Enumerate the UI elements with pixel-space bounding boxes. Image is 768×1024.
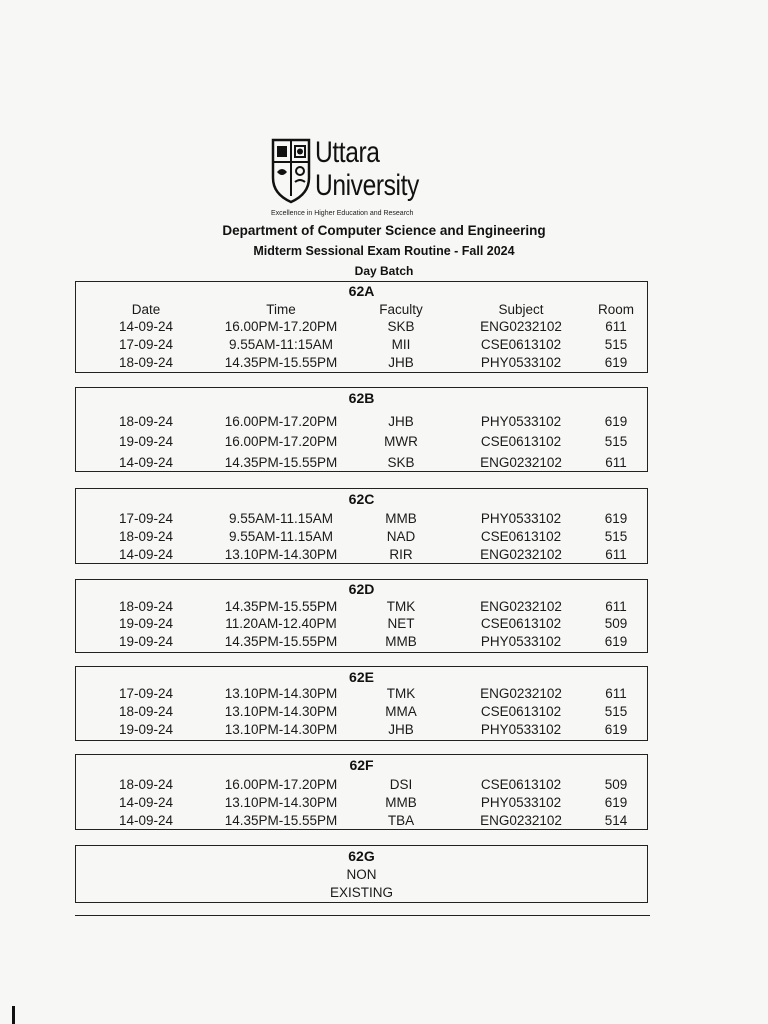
cell-room: 611	[605, 547, 627, 562]
cell-time: 13.10PM-14.30PM	[224, 704, 338, 719]
batch-box-62g	[75, 845, 648, 903]
routine-title: Midterm Sessional Exam Routine - Fall 2024	[253, 244, 515, 258]
batch-title: 62D	[348, 581, 375, 597]
table-row	[76, 634, 647, 652]
cell-room: 509	[604, 777, 628, 792]
table-row	[76, 547, 647, 565]
batch-title: 62C	[348, 491, 375, 507]
cell-time: 13.10PM-14.30PM	[224, 722, 338, 737]
scan-edge-mark	[12, 1006, 15, 1024]
cell-time: 16.00PM-17.20PM	[224, 414, 338, 429]
cell-room: 509	[604, 616, 628, 631]
cell-subject: ENG0232102	[480, 686, 562, 701]
cell-faculty: MWR	[384, 434, 418, 449]
cell-date: 14-09-24	[118, 455, 174, 470]
university-name	[315, 136, 422, 202]
cell-time: 16.00PM-17.20PM	[224, 319, 338, 334]
cell-faculty: MMB	[385, 634, 417, 649]
cell-room: 515	[604, 434, 628, 449]
cell-time: 9.55AM-11:15AM	[228, 337, 334, 352]
cell-faculty: RIR	[389, 547, 413, 562]
cell-faculty: NAD	[386, 529, 416, 544]
cell-subject: PHY0533102	[480, 722, 562, 737]
cell-subject: ENG0232102	[480, 319, 562, 334]
table-row	[76, 434, 647, 452]
cell-subject: PHY0533102	[480, 414, 562, 429]
cell-time: 13.10PM-14.30PM	[224, 795, 338, 810]
cell-date: 18-09-24	[118, 355, 174, 370]
cell-subject: PHY0533102	[480, 355, 562, 370]
batch-title: 62G	[348, 848, 375, 864]
batch-title: 62F	[349, 757, 374, 773]
table-row	[76, 813, 647, 831]
batch-note-line2: EXISTING	[329, 885, 393, 900]
cell-time: 9.55AM-11.15AM	[228, 529, 334, 544]
cell-subject: ENG0232102	[480, 813, 562, 828]
cell-time: 14.35PM-15.55PM	[224, 355, 338, 370]
logo-word-university: University	[315, 169, 419, 202]
table-row	[76, 704, 647, 722]
cell-faculty: DSI	[389, 777, 413, 792]
column-header-time: Time	[266, 302, 296, 317]
cell-date: 18-09-24	[118, 529, 174, 544]
cell-subject: PHY0533102	[480, 634, 562, 649]
cell-room: 515	[604, 529, 628, 544]
cell-date: 14-09-24	[118, 319, 174, 334]
cell-time: 13.10PM-14.30PM	[224, 547, 338, 562]
cell-room: 611	[605, 455, 627, 470]
table-row	[76, 686, 647, 704]
table-row	[76, 355, 647, 373]
cell-date: 19-09-24	[118, 434, 174, 449]
batch-box-62b	[75, 387, 648, 472]
cell-room: 619	[604, 634, 628, 649]
cell-date: 19-09-24	[118, 616, 174, 631]
cell-time: 16.00PM-17.20PM	[224, 434, 338, 449]
cell-subject: ENG0232102	[480, 599, 562, 614]
table-row	[76, 599, 647, 617]
table-row	[76, 414, 647, 432]
cell-date: 14-09-24	[118, 795, 174, 810]
university-tagline: Excellence in Higher Education and Research	[271, 210, 414, 217]
cell-time: 9.55AM-11.15AM	[228, 511, 334, 526]
cell-subject: CSE0613102	[480, 704, 562, 719]
cell-room: 619	[604, 355, 628, 370]
cell-room: 619	[604, 414, 628, 429]
batch-type-title: Day Batch	[354, 264, 414, 278]
cell-faculty: TMK	[386, 599, 416, 614]
batch-title: 62B	[348, 390, 375, 406]
cell-subject: CSE0613102	[480, 529, 562, 544]
batch-box-62e	[75, 666, 648, 741]
table-row	[76, 722, 647, 740]
cell-date: 18-09-24	[118, 777, 174, 792]
cell-date: 19-09-24	[118, 634, 174, 649]
cell-faculty: MII	[391, 337, 411, 352]
cell-date: 18-09-24	[118, 704, 174, 719]
cell-time: 16.00PM-17.20PM	[224, 777, 338, 792]
university-logo	[271, 136, 441, 212]
column-header-row	[76, 302, 647, 320]
cell-time: 14.35PM-15.55PM	[224, 634, 338, 649]
table-row	[76, 511, 647, 529]
table-row	[76, 455, 647, 473]
bottom-divider	[75, 915, 650, 916]
cell-faculty: JHB	[388, 414, 414, 429]
cell-faculty: JHB	[388, 355, 414, 370]
cell-room: 619	[604, 511, 628, 526]
cell-subject: CSE0613102	[480, 434, 562, 449]
table-row	[76, 795, 647, 813]
table-row	[76, 337, 647, 355]
batch-box-62a	[75, 281, 648, 373]
cell-room: 611	[605, 599, 627, 614]
cell-subject: PHY0533102	[480, 511, 562, 526]
column-header-date: Date	[131, 302, 161, 317]
batch-note-line1: NON	[346, 867, 377, 882]
cell-date: 18-09-24	[118, 599, 174, 614]
cell-faculty: NET	[387, 616, 415, 631]
cell-subject: PHY0533102	[480, 795, 562, 810]
cell-date: 17-09-24	[118, 511, 174, 526]
cell-date: 14-09-24	[118, 547, 174, 562]
cell-time: 14.35PM-15.55PM	[224, 455, 338, 470]
cell-time: 13.10PM-14.30PM	[224, 686, 338, 701]
cell-faculty: MMB	[385, 511, 417, 526]
cell-subject: CSE0613102	[480, 337, 562, 352]
cell-time: 14.35PM-15.55PM	[224, 813, 338, 828]
column-header-room: Room	[597, 302, 634, 317]
cell-date: 17-09-24	[118, 337, 174, 352]
column-header-subject: Subject	[498, 302, 544, 317]
cell-time: 11.20AM-12.40PM	[225, 616, 337, 631]
cell-room: 611	[605, 686, 627, 701]
batch-box-62c	[75, 488, 648, 564]
cell-date: 17-09-24	[118, 686, 174, 701]
cell-subject: CSE0613102	[480, 777, 562, 792]
cell-faculty: SKB	[387, 455, 415, 470]
batch-title: 62E	[349, 669, 374, 685]
cell-faculty: TBA	[387, 813, 415, 828]
university-crest-icon	[271, 138, 311, 204]
cell-date: 14-09-24	[118, 813, 174, 828]
cell-time: 14.35PM-15.55PM	[224, 599, 338, 614]
cell-subject: ENG0232102	[480, 455, 562, 470]
cell-room: 611	[605, 319, 627, 334]
cell-subject: CSE0613102	[480, 616, 562, 631]
cell-date: 18-09-24	[118, 414, 174, 429]
cell-room: 619	[604, 795, 628, 810]
batch-title: 62A	[348, 283, 375, 299]
table-row	[76, 529, 647, 547]
column-header-faculty: Faculty	[379, 302, 423, 317]
cell-date: 19-09-24	[118, 722, 174, 737]
batch-box-62f	[75, 754, 648, 830]
cell-faculty: TMK	[386, 686, 416, 701]
table-row	[76, 777, 647, 795]
cell-faculty: SKB	[387, 319, 415, 334]
cell-faculty: MMA	[385, 704, 417, 719]
logo-word-uttara: Uttara	[315, 136, 380, 169]
table-row	[76, 319, 647, 337]
cell-faculty: MMB	[385, 795, 417, 810]
batch-box-62d	[75, 579, 648, 653]
table-row	[76, 616, 647, 634]
cell-room: 514	[604, 813, 628, 828]
cell-room: 515	[604, 337, 628, 352]
cell-faculty: JHB	[388, 722, 414, 737]
cell-subject: ENG0232102	[480, 547, 562, 562]
cell-room: 515	[604, 704, 628, 719]
department-title: Department of Computer Science and Engineering	[222, 223, 546, 238]
cell-room: 619	[604, 722, 628, 737]
